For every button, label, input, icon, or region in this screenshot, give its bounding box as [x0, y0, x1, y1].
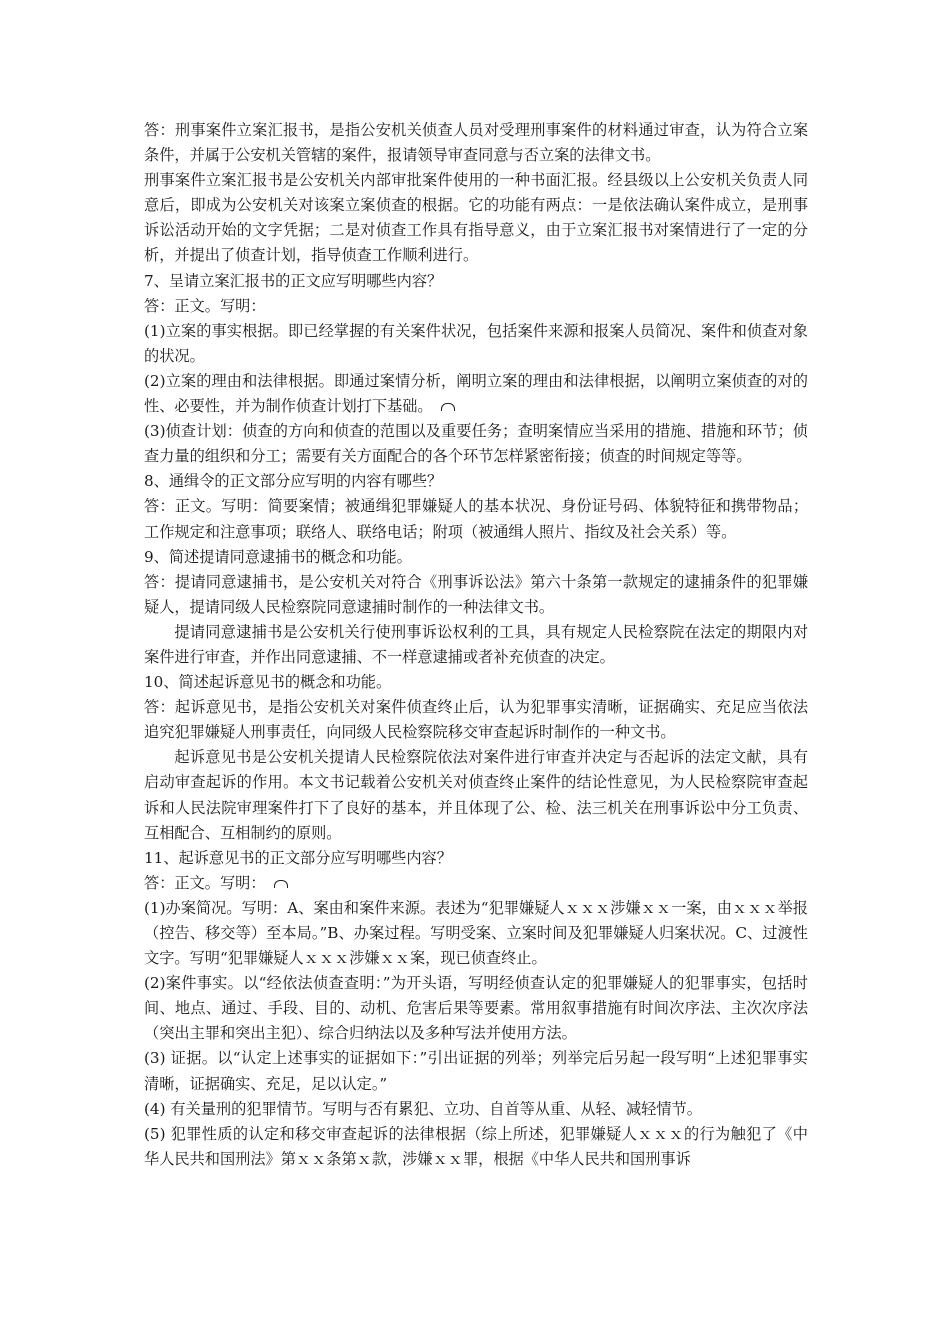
paragraph: 刑事案件立案汇报书是公安机关内部审批案件使用的一种书面汇报。经县级以上公安机关负责人同意后，即成为公安机关对该案立案侦查的根据。它的功能有两点：一是依法确认案件成立，是刑事诉讼活动开始的文字凭据；二是对侦查工作具有指导意义，由于立案汇报书对案情进行了一定的分析，并提出了侦查计划，指导侦查工作顺利进行。 [144, 171, 808, 265]
question-heading: 10、简述起诉意见书的概念和功能。 [144, 673, 392, 692]
question-heading: 8、通缉令的正文部分应写明的内容有哪些？ [144, 472, 443, 491]
paragraph: (4) 有关量刑的犯罪情节。写明与否有累犯、立功、自首等从重、从轻、减轻情节。 [144, 1099, 702, 1118]
paragraph: (2)案件事实。以“经依法侦查查明：”为开头语，写明经侦查认定的犯罪嫌疑人的犯罪事实，包括时间、地点、通过、手段、目的、动机、危害后果等要素。常用叙事措施有时间次序法、主次次序法（突出主罪和突出主犯）、综合归纳法以及多种写法并使用方法。 [144, 974, 808, 1043]
paragraph-text: 答：正文。写明： [144, 873, 266, 892]
paragraph: 答：正文。写明：简要案情；被通缉犯罪嫌疑人的基本状况、身份证号码、体貌特征和携带物品；工作规定和注意事项；联络人、联络电话；附项（被通缉人照片、指纹及社会关系）等。 [144, 497, 808, 541]
question-heading: 11、起诉意见书的正文部分应写明哪些内容？ [144, 848, 452, 867]
arc-mark-icon [441, 403, 455, 411]
paragraph: 起诉意见书是公安机关提请人民检察院依法对案件进行审查并决定与否起诉的法定文献，具有启动审查起诉的作用。本文书记载着公安机关对侦查终止案件的结论性意见，为人民检察院审查起诉和人民法院审理案件打下了良好的基本，并且体现了公、检、法三机关在刑事诉讼中分工负责、互相配合、互相制约的原则。 [144, 748, 808, 842]
paragraph: (3)侦查计划：侦查的方向和侦查的范围以及重要任务；查明案情应当采用的措施、措施和环节；侦查力量的组织和分工；需要有关方面配合的各个环节怎样紧密衔接；侦查的时间规定等等。 [144, 422, 808, 466]
paragraph [144, 871, 808, 896]
paragraph: 提请同意逮捕书是公安机关行使刑事诉讼权利的工具，具有规定人民检察院在法定的期限内对案件进行审查，并作出同意逮捕、不一样意逮捕或者补充侦查的决定。 [144, 622, 808, 666]
paragraph: 答：提请同意逮捕书，是公安机关对符合《刑事诉讼法》第六十条第一款规定的逮捕条件的犯罪嫌疑人，提请同级人民检察院同意逮捕时制作的一种法律文书。 [144, 572, 808, 616]
paragraph: (1)办案简况。写明：A、案由和案件来源。表述为“犯罪嫌疑人ｘｘｘ涉嫌ｘｘ一案，由ｘｘｘ举报（控告、移交等）至本局。”B、办案过程。写明受案、立案时间及犯罪嫌疑人归案状况。C、过渡性文字。写明“犯罪嫌疑人ｘｘｘ涉嫌ｘｘ案，现已侦查终止。 [144, 898, 808, 968]
paragraph: (3) 证据。以“认定上述事实的证据如下：”引出证据的列举；列举完后另起一段写明“上述犯罪事实清晰，证据确实、充足，足以认定。” [144, 1049, 808, 1093]
document-body [144, 118, 808, 1172]
paragraph-text: (2)立案的理由和法律根据。即通过案情分析，阐明立案的理由和法律根据，以阐明立案侦查的对的性、必要性，并为制作侦查计划打下基础。 [144, 371, 808, 416]
question-heading: 9、简述提请同意逮捕书的概念和功能。 [144, 547, 412, 566]
paragraph: (5) 犯罪性质的认定和移交审查起诉的法律根据（综上所述，犯罪嫌疑人ｘｘｘ的行为触犯了《中华人民共和国刑法》第ｘｘ条第ｘ款，涉嫌ｘｘ罪，根据《中华人民共和国刑事诉 [144, 1124, 808, 1168]
paragraph: 答：起诉意见书，是指公安机关对案件侦查终止后，认为犯罪事实清晰，证据确实、充足应当依法追究犯罪嫌疑人刑事责任，向同级人民检察院移交审查起诉时制作的一种文书。 [144, 698, 808, 742]
paragraph [144, 369, 808, 419]
arc-mark-icon [274, 880, 288, 888]
paragraph: 答：正文。写明： [144, 296, 266, 315]
paragraph: 答：刑事案件立案汇报书，是指公安机关侦查人员对受理刑事案件的材料通过审查，认为符合立案条件，并属于公安机关管辖的案件，报请领导审查同意与否立案的法律文书。 [144, 121, 808, 165]
question-heading: 7、呈请立案汇报书的正文应写明哪些内容？ [144, 271, 443, 290]
paragraph: (1)立案的事实根据。即已经掌握的有关案件状况，包括案件来源和报案人员简况、案件和侦查对象的状况。 [144, 321, 808, 365]
